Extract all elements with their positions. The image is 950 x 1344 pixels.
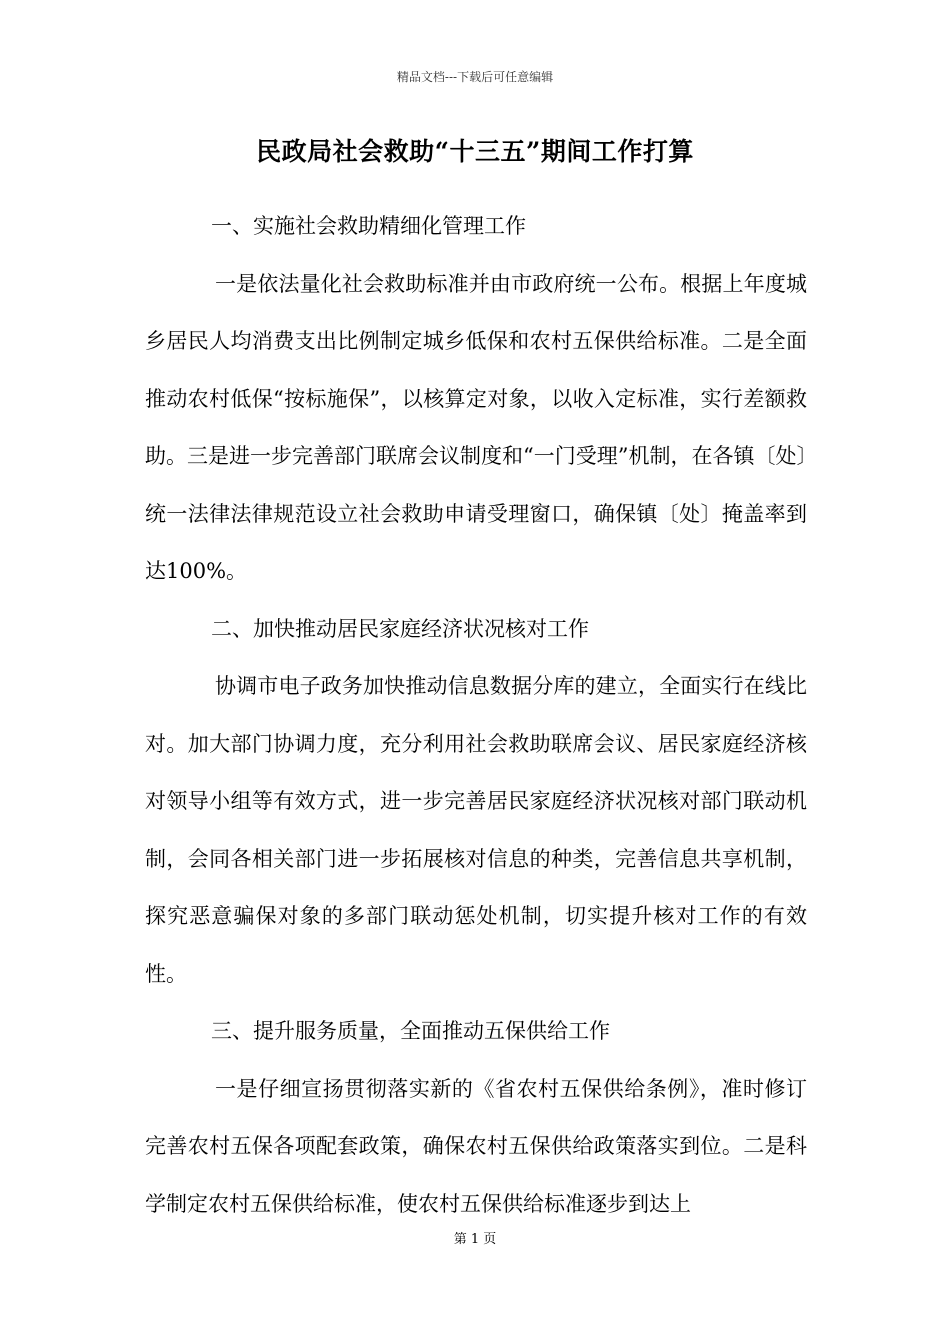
page-number: 第 1 页: [453, 1232, 497, 1247]
page-header: 精品文档---下载后可任意编辑: [396, 70, 554, 84]
section-heading-3: 三、提升服务质量，全面推动五保供给工作: [211, 1019, 610, 1043]
section-paragraph-3: 一是仔细宣扬贯彻落实新的《省农村五保供给条例》，准时修订完善农村五保各项配套政策，确保农村五保供给政策落实到位。二是科学制定农村五保供给标准，使农村五保供给标准逐步到达上: [145, 1076, 807, 1216]
section-heading-2: 二、加快推动居民家庭经济状况核对工作: [211, 616, 589, 641]
section-paragraph-1: 一是依法量化社会救助标准并由市政府统一公布。根据上年度城乡居民人均消费支出比例制定城乡低保和农村五保供给标准。二是全面推动农村低保“按标施保”，以核算定对象，以收入定标准，实行差额救助。三是进一步完善部门联席会议制度和“一门受理”机制，在各镇〔处〕统一法律法律规范设立社会救助申请受理窗口，确保镇〔处〕掩盖率到达100%。: [145, 271, 807, 583]
document-title: 民政局社会救助“十三五”期间工作打算: [256, 137, 694, 166]
section-heading-1: 一、实施社会救助精细化管理工作: [211, 214, 526, 238]
section-paragraph-2: 协调市电子政务加快推动信息数据分库的建立，全面实行在线比对。加大部门协调力度，充分利用社会救助联席会议、居民家庭经济核对领导小组等有效方式，进一步完善居民家庭经济状况核对部门联动机制，会同各相关部门进一步拓展核对信息的种类，完善信息共享机制，探究恶意骗保对象的多部门联动惩处机制，切实提升核对工作的有效性。: [145, 674, 807, 986]
document-body: [145, 198, 807, 1233]
